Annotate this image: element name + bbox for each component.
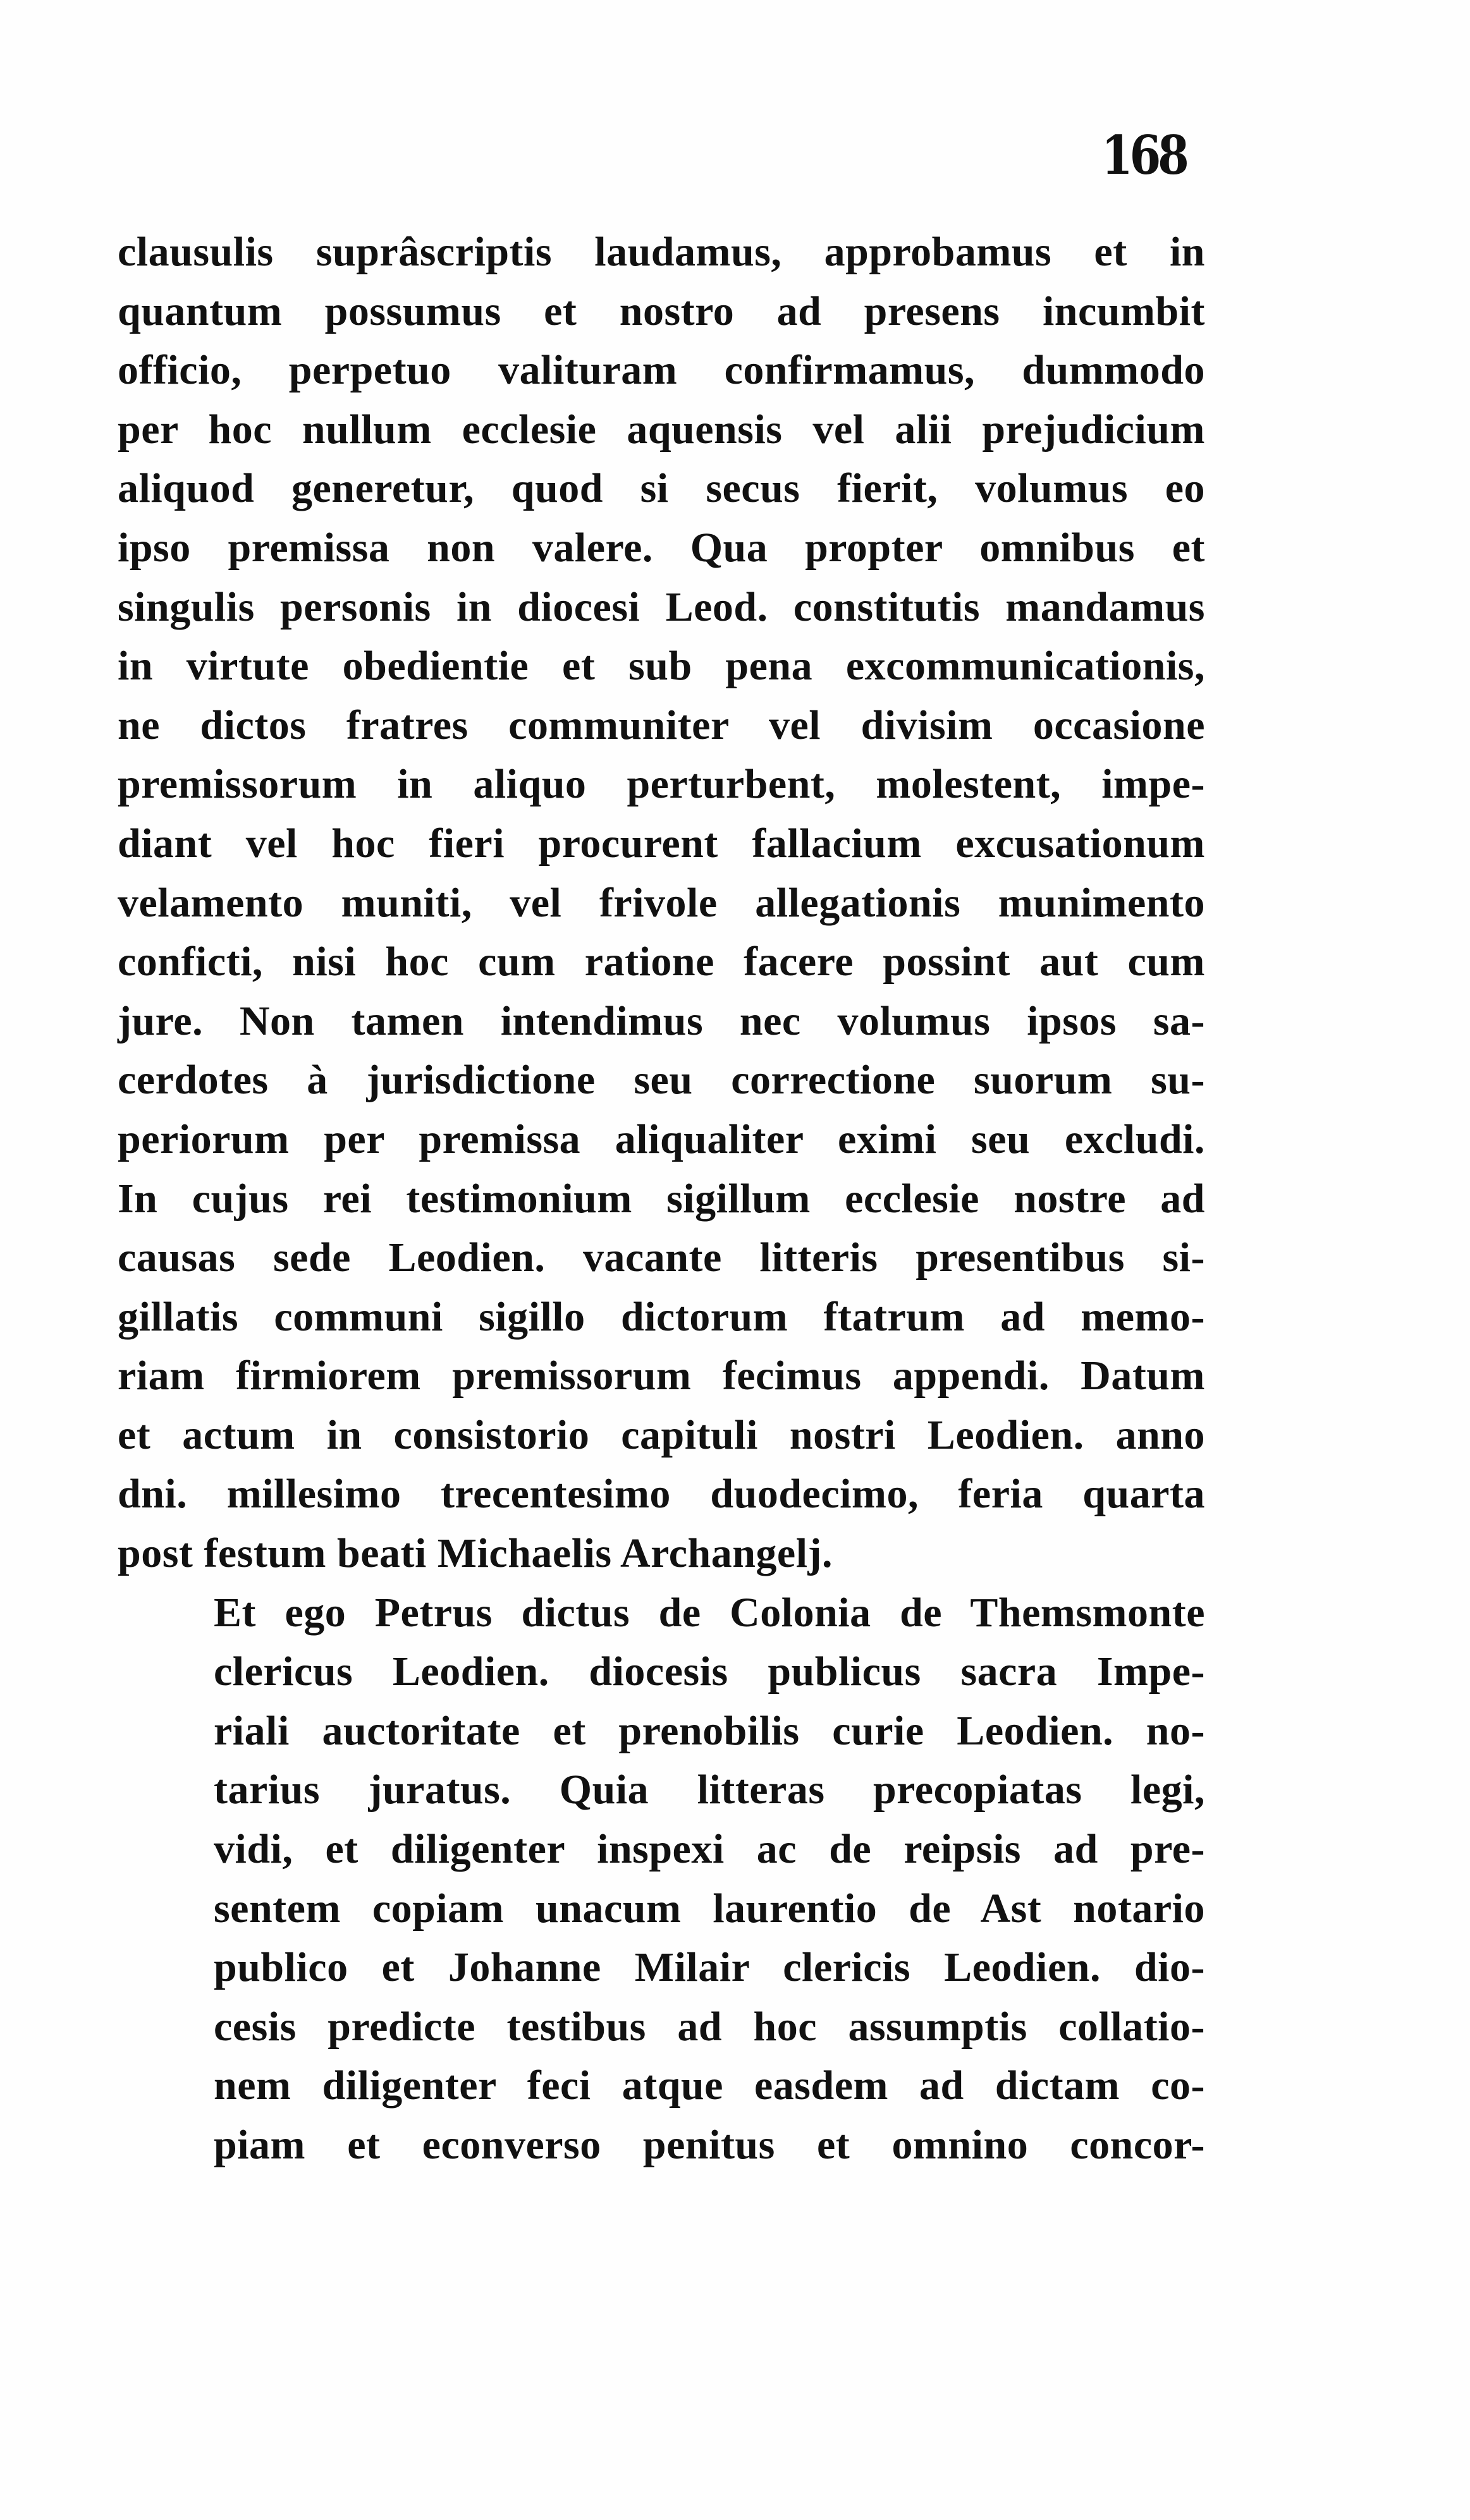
text-line: publico et Johanne Milair clericis Leodien. dio- [214,1944,1205,1991]
text-line: tarius juratus. Quia litteras precopiatas legi, [214,1767,1205,1813]
text-line: piam et econverso penitus et omnino concor- [214,2122,1205,2168]
paragraph-charter-text [118,222,1205,1583]
text-line: jure. Non tamen intendimus nec volumus ipsos sa- [118,997,1205,1044]
text-line: dni. millesimo trecentesimo duodecimo, feria quarta [118,1471,1205,1518]
text-line: ne dictos fratres communiter vel divisim occasione [118,702,1205,748]
text-line: singulis personis in diocesi Leod. constitutis mandamus [118,583,1205,630]
text-line: ipso premissa non valere. Qua propter omnibus et [118,524,1205,571]
body-text [118,222,1205,2175]
text-line: clericus Leodien. diocesis publicus sacra Impe- [214,1648,1205,1695]
text-line: aliquod generetur, quod si secus fierit, volumus eo [118,465,1205,512]
text-line: quantum possumus et nostro ad presens incumbit [118,288,1205,334]
text-line: premissorum in aliquo perturbent, molestent, impe- [118,761,1205,808]
text-line: nem diligenter feci atque easdem ad dictam co- [214,2062,1205,2109]
text-line: clausulis suprâscriptis laudamus, approbamus et in [118,229,1205,275]
text-line: cerdotes à jurisdictione seu correctione suorum su- [118,1057,1205,1104]
text-line: riam firmiorem premissorum fecimus appendi. Datum [118,1353,1205,1399]
text-line: velamento muniti, vel frivole allegationis munimento [118,879,1205,926]
text-line: In cujus rei testimonium sigillum ecclesie nostre ad [118,1175,1205,1222]
paragraph-notary-attestation [118,1583,1205,2175]
page-number: 168 [1101,124,1186,186]
text-line: riali auctoritate et prenobilis curie Leodien. no- [214,1707,1205,1754]
text-line: in virtute obedientie et sub pena excommunicationis, [118,643,1205,690]
text-line: vidi, et diligenter inspexi ac de reipsis ad pre- [214,1826,1205,1873]
text-line: periorum per premissa aliqualiter eximi seu excludi. [118,1116,1205,1162]
text-line: post festum beati Michaelis Archangelj. [118,1530,833,1577]
text-line: causas sede Leodien. vacante litteris presentibus si- [118,1234,1205,1281]
text-line: sentem copiam unacum laurentio de Ast notario [214,1885,1205,1932]
text-line: conficti, nisi hoc cum ratione facere possint aut cum [118,939,1205,985]
text-line: per hoc nullum ecclesie aquensis vel alii prejudicium [118,406,1205,453]
text-line: cesis predicte testibus ad hoc assumptis collatio- [214,2003,1205,2050]
text-line: diant vel hoc fieri procurent fallacium excusationum [118,820,1205,867]
text-line: gillatis communi sigillo dictorum ftatrum ad memo- [118,1293,1205,1340]
text-line: Et ego Petrus dictus de Colonia de Themsmonte [214,1589,1205,1636]
text-line: et actum in consistorio capituli nostri Leodien. anno [118,1411,1205,1458]
text-line: officio, perpetuo valituram confirmamus, dummodo [118,347,1205,394]
